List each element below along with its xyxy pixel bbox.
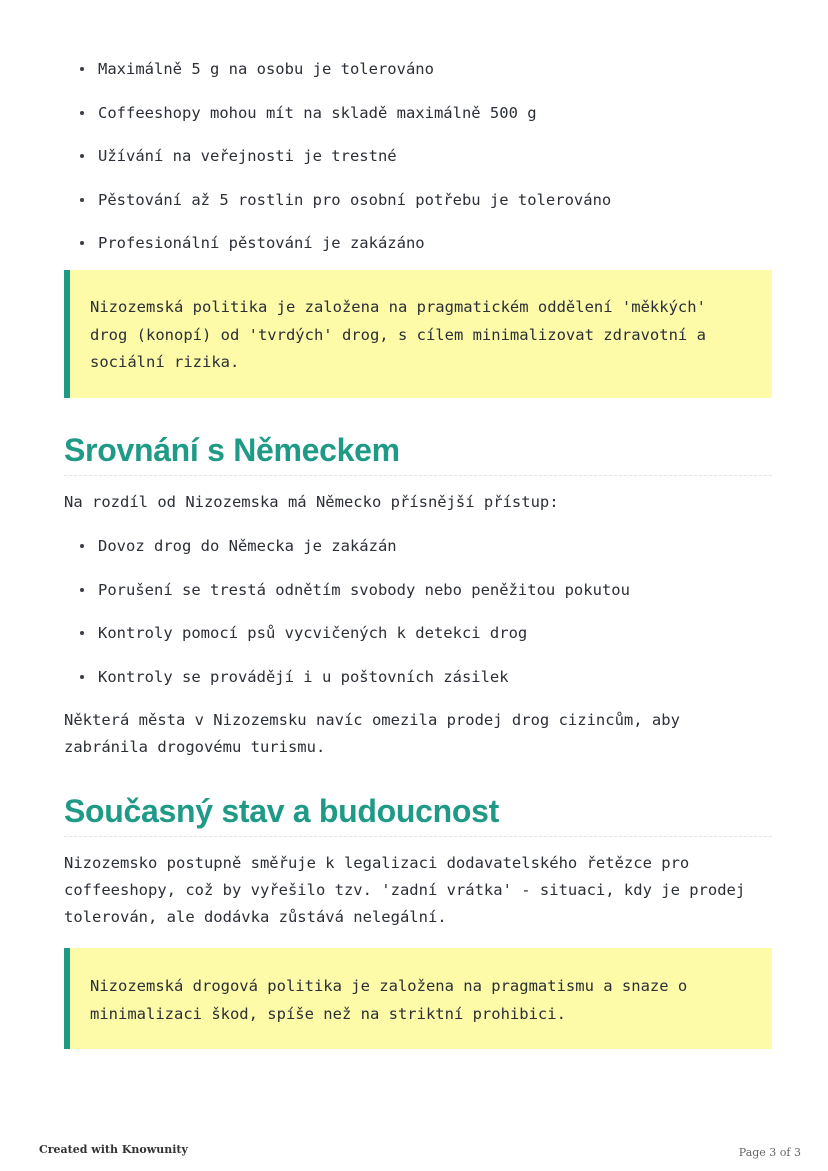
section-title-germany: Srovnání s Německem	[64, 430, 772, 476]
list-item: Dovoz drog do Německa je zakázán	[64, 535, 630, 557]
section-title-future: Současný stav a budoucnost	[64, 791, 772, 837]
list-item: Pěstování až 5 rostlin pro osobní potřebu je tolerováno	[64, 189, 611, 211]
netherlands-rules-list	[64, 58, 611, 276]
summary-callout: Nizozemská drogová politika je založena na pragmatismu a snaze o minimalizaci škod, spíše než na striktní prohibici.	[64, 948, 772, 1049]
list-item: Užívání na veřejnosti je trestné	[64, 145, 611, 167]
page-number: Page 3 of 3	[738, 1146, 801, 1159]
future-text: Nizozemsko postupně směřuje k legalizaci dodavatelského řetězce pro coffeeshopy, což by vyřešilo tzv. 'zadní vrátka' - situaci, kdy je prodej tolerován, ale dodávka zůstává nelegální.	[64, 854, 746, 926]
created-with-label: Created with Knowunity	[39, 1143, 188, 1156]
list-item: Coffeeshopy mohou mít na skladě maximálně 500 g	[64, 102, 611, 124]
germany-rules-list	[64, 535, 630, 709]
policy-callout: Nizozemská politika je založena na pragmatickém oddělení 'měkkých' drog (konopí) od 'tvrdých' drog, s cílem minimalizovat zdravotní a sociální rizika.	[64, 270, 772, 398]
drug-tourism-text: Některá města v Nizozemsku navíc omezila prodej drog cizincům, aby zabránila drogovému turismu.	[64, 711, 680, 756]
list-item: Kontroly pomocí psů vycvičených k detekci drog	[64, 622, 630, 644]
list-item: Kontroly se provádějí i u poštovních zásilek	[64, 666, 630, 688]
germany-intro-text: Na rozdíl od Nizozemska má Německo přísnější přístup:	[64, 493, 559, 511]
list-item: Profesionální pěstování je zakázáno	[64, 232, 611, 254]
list-item: Maximálně 5 g na osobu je tolerováno	[64, 58, 611, 80]
list-item: Porušení se trestá odnětím svobody nebo peněžitou pokutou	[64, 579, 630, 601]
